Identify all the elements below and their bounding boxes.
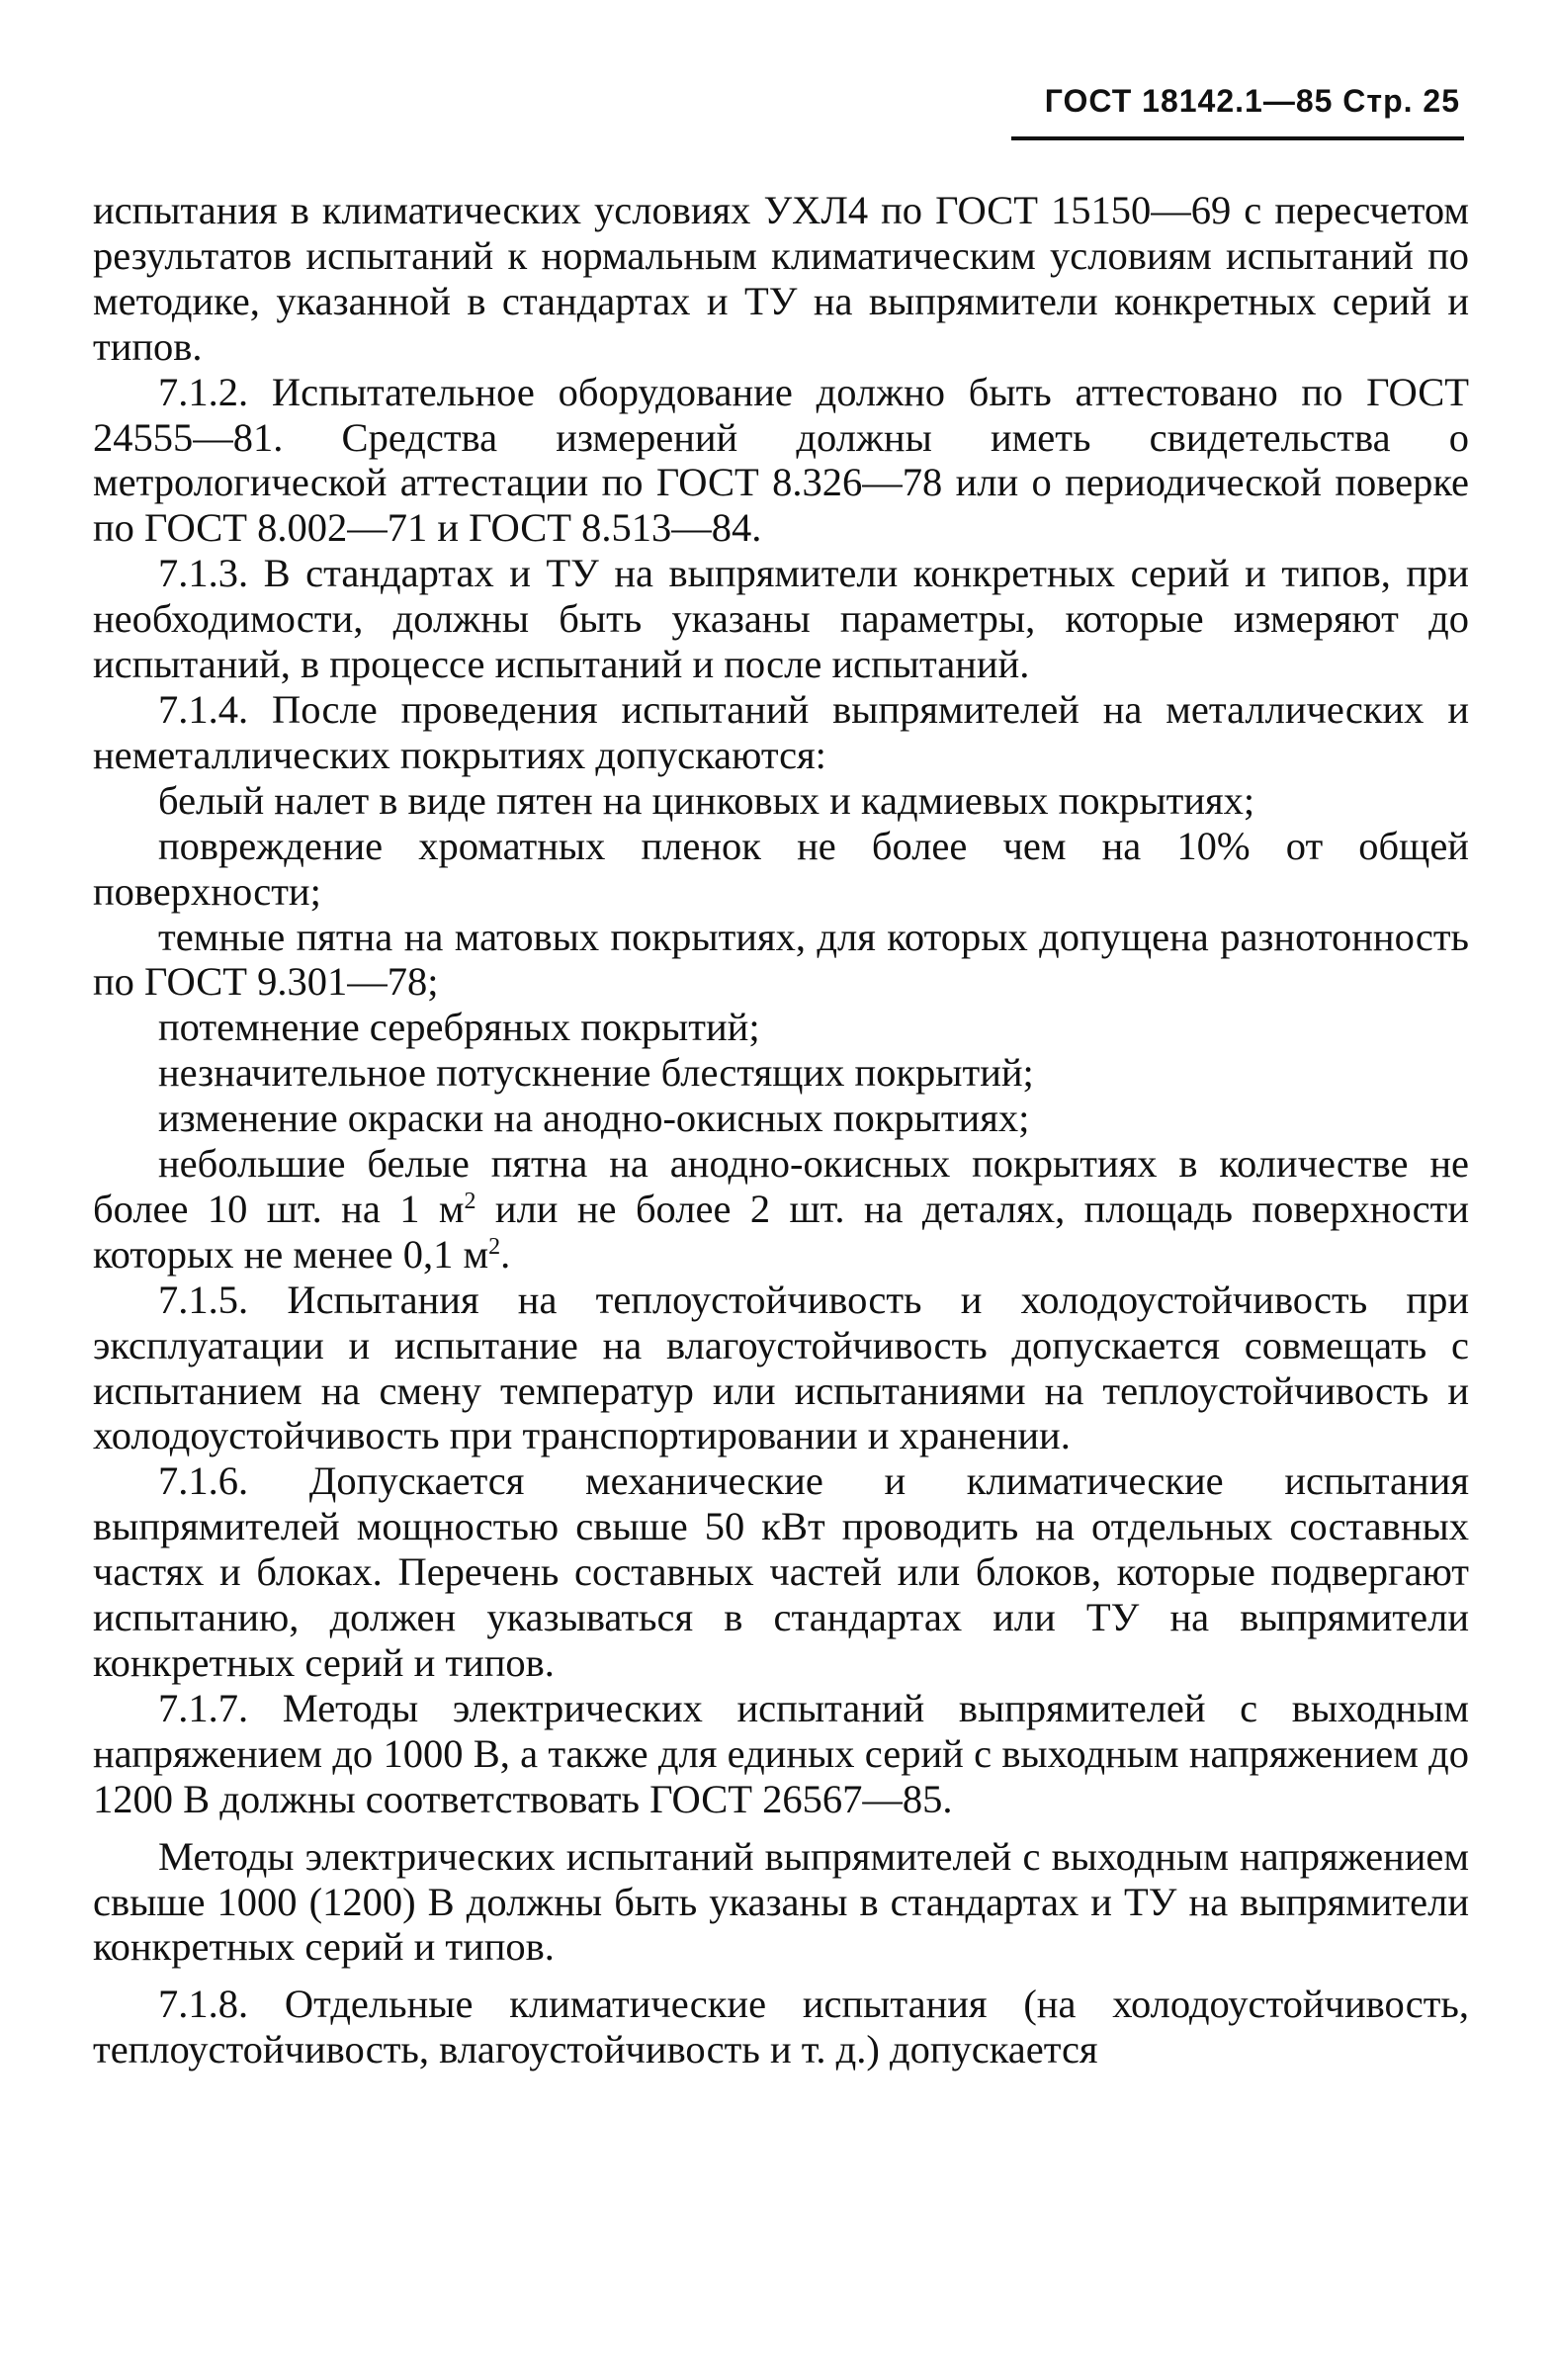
text-run: . [500,1231,511,1277]
list-item: белый налет в виде пятен на цинковых и кадмиевых покрытиях; [158,777,1255,823]
list-item: повреждение хроматных пленок не более чем на 10% от общей поверхности; [93,823,1469,914]
paragraph: Методы электрических испытаний выпрямителей с выходным напряжением свыше 1000 (1200) В должны быть указаны в стандартах и ТУ на выпрямители конкретных серий и типов. [93,1833,1469,1970]
list-item [93,1141,1469,1278]
running-header: ГОСТ 18142.1—85 Стр. 25 [1044,83,1460,119]
superscript: 2 [464,1188,476,1214]
text-run: небольшие белые пятна на анодно-окисных покрытиях в количестве не более 10 шт. на 1 м [93,1141,1469,1231]
paragraph-7-1-4: 7.1.4. После проведения испытаний выпрямителей на металлических и неметаллических покрытиях допускаются: [93,686,1469,777]
paragraph-7-1-2: 7.1.2. Испытательное оборудование должно быть аттестовано по ГОСТ 24555—81. Средства измерений должны иметь свидетельства о метрологической аттестации по ГОСТ 8.326—78 или о периодической поверке по ГОСТ 8.002—71 и ГОСТ 8.513—84. [93,369,1469,551]
paragraph-7-1-5: 7.1.5. Испытания на теплоустойчивость и холодоустойчивость при эксплуатации и испытание на влагоустойчивость допускается совмещать с испытанием на смену температур или испытаниями на теплоустойчивость и холодоустойчивость при транспортировании и хранении. [93,1277,1469,1458]
list-item: темные пятна на матовых покрытиях, для которых допущена разнотонность по ГОСТ 9.301—78; [93,914,1469,1005]
paragraph-7-1-7: 7.1.7. Методы электрических испытаний выпрямителей с выходным напряжением до 1000 В, а также для единых серий с выходным напряжением до 1200 В должны соответствовать ГОСТ 26567—85. [93,1685,1469,1821]
paragraph-7-1-6: 7.1.6. Допускается механические и климатические испытания выпрямителей мощностью свыше 50 кВт проводить на отдельных составных частях и блоках. Перечень составных частей или блоков, которые подвергают испытанию, должен указываться в стандартах или ТУ на выпрямители конкретных серий и типов. [93,1458,1469,1685]
paragraph: испытания в климатических условиях УХЛ4 по ГОСТ 15150—69 с пересчетом результатов испытаний к нормальным климатическим условиям испытаний по методике, указанной в стандартах и ТУ на выпрямители конкретных серий и типов. [93,188,1469,369]
paragraph-7-1-8: 7.1.8. Отдельные климатические испытания (на холодоустойчивость, теплоустойчивость, влагоустойчивость и т. д.) допускается [93,1982,1469,2072]
superscript: 2 [488,1233,501,1260]
list-item: потемнение серебряных покрытий; [158,1005,760,1050]
list-item: незначительное потускнение блестящих покрытий; [158,1050,1034,1096]
list-item: изменение окраски на анодно-окисных покрытиях; [158,1096,1030,1141]
header-rule [1011,136,1464,140]
text-run: или не более 2 шт. на деталях, площадь поверхности которых не менее 0,1 м [93,1186,1469,1277]
document-body [93,188,1469,2072]
paragraph-7-1-3: 7.1.3. В стандартах и ТУ на выпрямители конкретных серий и типов, при необходимости, должны быть указаны параметры, которые измеряют до испытаний, в процессе испытаний и после испытаний. [93,551,1469,687]
